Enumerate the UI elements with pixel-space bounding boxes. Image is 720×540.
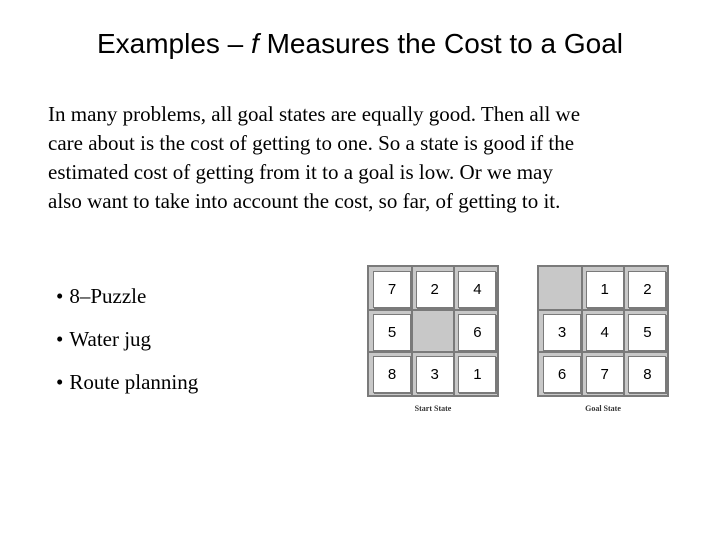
bullet-list bbox=[56, 282, 198, 411]
grid-line bbox=[539, 309, 667, 311]
grid-line bbox=[453, 267, 455, 395]
paragraph-line: estimated cost of getting from it to a goal is low. Or we may bbox=[48, 160, 553, 184]
title-prefix: Examples – bbox=[96, 28, 252, 59]
puzzle-tile: 2 bbox=[628, 271, 666, 308]
start-state-caption: Start State bbox=[414, 404, 452, 413]
puzzle-tile: 3 bbox=[416, 356, 454, 393]
start-state-board bbox=[367, 265, 499, 397]
bullet-dot: • bbox=[56, 370, 64, 394]
paragraph-line: also want to take into account the cost, so far, of getting to it. bbox=[48, 189, 561, 213]
slide-title bbox=[0, 26, 720, 62]
title-variable: f bbox=[251, 28, 259, 59]
puzzle-tile: 8 bbox=[373, 356, 411, 393]
puzzle-tile: 1 bbox=[586, 271, 624, 308]
puzzle-tile: 7 bbox=[586, 356, 624, 393]
bullet-dot: • bbox=[56, 327, 64, 351]
bullet-dot: • bbox=[56, 284, 64, 308]
paragraph-line: In many problems, all goal states are equally good. Then all we bbox=[48, 102, 581, 126]
puzzle-tile: 1 bbox=[458, 356, 496, 393]
puzzle-tile: 5 bbox=[628, 314, 666, 351]
bullet-item bbox=[56, 282, 198, 325]
puzzle-tile: 8 bbox=[628, 356, 666, 393]
bullet-label: Route planning bbox=[69, 370, 199, 394]
puzzle-tile: 2 bbox=[416, 271, 454, 308]
bullet-item bbox=[56, 368, 198, 411]
bullet-label: Water jug bbox=[69, 327, 152, 351]
grid-line bbox=[369, 351, 497, 353]
title-suffix: Measures the Cost to a Goal bbox=[258, 28, 624, 59]
intro-paragraph bbox=[48, 100, 688, 216]
puzzle-tile: 3 bbox=[543, 314, 581, 351]
grid-line bbox=[623, 267, 625, 395]
bullet-item bbox=[56, 325, 198, 368]
grid-line bbox=[539, 351, 667, 353]
grid-line bbox=[369, 309, 497, 311]
puzzle-tile: 6 bbox=[543, 356, 581, 393]
puzzle-tile: 6 bbox=[458, 314, 496, 351]
puzzle-tile: 5 bbox=[373, 314, 411, 351]
bullet-label: 8–Puzzle bbox=[69, 284, 147, 308]
puzzle-tile: 4 bbox=[458, 271, 496, 308]
goal-state-board bbox=[537, 265, 669, 397]
puzzle-tile: 4 bbox=[586, 314, 624, 351]
goal-state-caption: Goal State bbox=[585, 404, 621, 413]
puzzle-tile: 7 bbox=[373, 271, 411, 308]
paragraph-line: care about is the cost of getting to one. So a state is good if the bbox=[48, 131, 575, 155]
